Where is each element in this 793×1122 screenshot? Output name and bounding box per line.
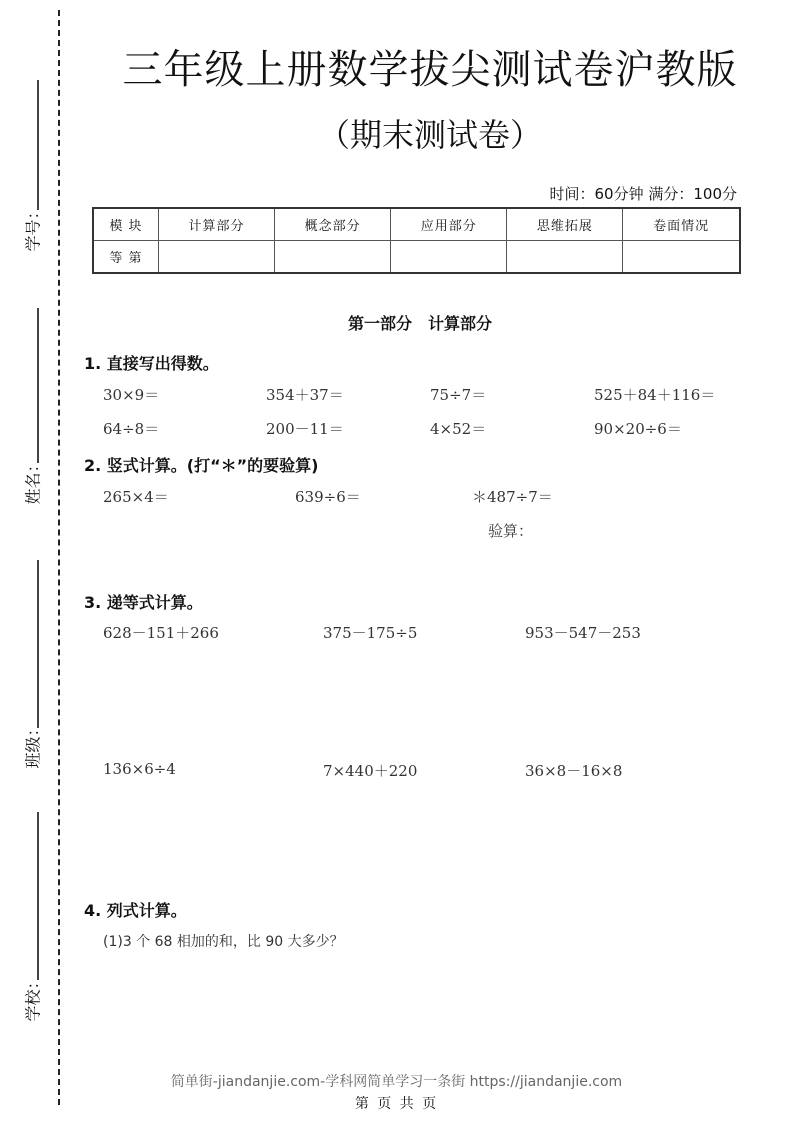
grade-cell[interactable] (391, 241, 507, 274)
school-line[interactable] (37, 812, 39, 980)
q2-check-label: 验算： (488, 522, 534, 540)
q2-item: 639÷6＝ (295, 488, 361, 506)
q3-item: 375－175÷5 (323, 624, 418, 642)
student-id-line[interactable] (37, 80, 39, 210)
page-subtitle: （期末测试卷） (317, 116, 542, 154)
q1-item: 64÷8＝ (103, 420, 160, 438)
q4-item: (1)3 个 68 相加的和，比 90 大多少？ (103, 934, 344, 950)
q1-item: 200－11＝ (266, 420, 344, 438)
q1-item: 354＋37＝ (266, 386, 344, 404)
grade-cell[interactable] (159, 241, 275, 274)
grade-cell[interactable] (623, 241, 740, 274)
header-cell: 应用部分 (391, 208, 507, 241)
header-cell: 卷面情况 (623, 208, 740, 241)
question-4-heading: 4. 列式计算。 (84, 901, 187, 920)
grade-cell[interactable] (507, 241, 623, 274)
q3-item: 36×8－16×8 (525, 762, 623, 780)
header-cell: 模 块 (93, 208, 159, 241)
q1-item: 525＋84＋116＝ (594, 386, 716, 404)
q1-item: 90×20÷6＝ (594, 420, 682, 438)
header-cell: 计算部分 (159, 208, 275, 241)
class-line[interactable] (37, 560, 39, 728)
row-label: 等 第 (93, 241, 159, 274)
q3-item: 953－547－253 (525, 624, 641, 642)
footer-page: 第 页 共 页 (354, 1096, 439, 1112)
student-id-label: 学号： (23, 203, 43, 252)
class-label: 班级： (23, 720, 43, 769)
footer-source: 简单街-jiandanjie.com-学科网简单学习一条街 https://jiandanjie.com (170, 1074, 623, 1090)
q2-item: ＊487÷7＝ (472, 488, 553, 506)
grade-cell[interactable] (275, 241, 391, 274)
q1-item: 4×52＝ (430, 420, 487, 438)
page-title: 三年级上册数学拔尖测试卷沪教版 (122, 47, 738, 93)
name-label: 姓名： (23, 456, 43, 505)
question-1-heading: 1. 直接写出得数。 (84, 354, 219, 373)
q1-item: 30×9＝ (103, 386, 160, 404)
question-2-heading: 2. 竖式计算。(打“＊”的要验算) (84, 456, 319, 475)
question-3-heading: 3. 递等式计算。 (84, 593, 203, 612)
exam-meta: 时间：60分钟 满分：100分 (549, 185, 737, 203)
score-table-header (93, 208, 740, 241)
q3-item: 7×440＋220 (323, 762, 418, 780)
score-table-row (93, 241, 740, 274)
name-line[interactable] (37, 308, 39, 463)
header-cell: 思维拓展 (507, 208, 623, 241)
binding-dashed-line (58, 10, 60, 1105)
q3-item: 628－151＋266 (103, 624, 219, 642)
school-label: 学校： (23, 973, 43, 1022)
part-title: 第一部分 计算部分 (347, 314, 492, 333)
q1-item: 75÷7＝ (430, 386, 487, 404)
q2-item: 265×4＝ (103, 488, 169, 506)
q3-item: 136×6÷4 (103, 760, 176, 778)
score-table (92, 207, 741, 274)
header-cell: 概念部分 (275, 208, 391, 241)
